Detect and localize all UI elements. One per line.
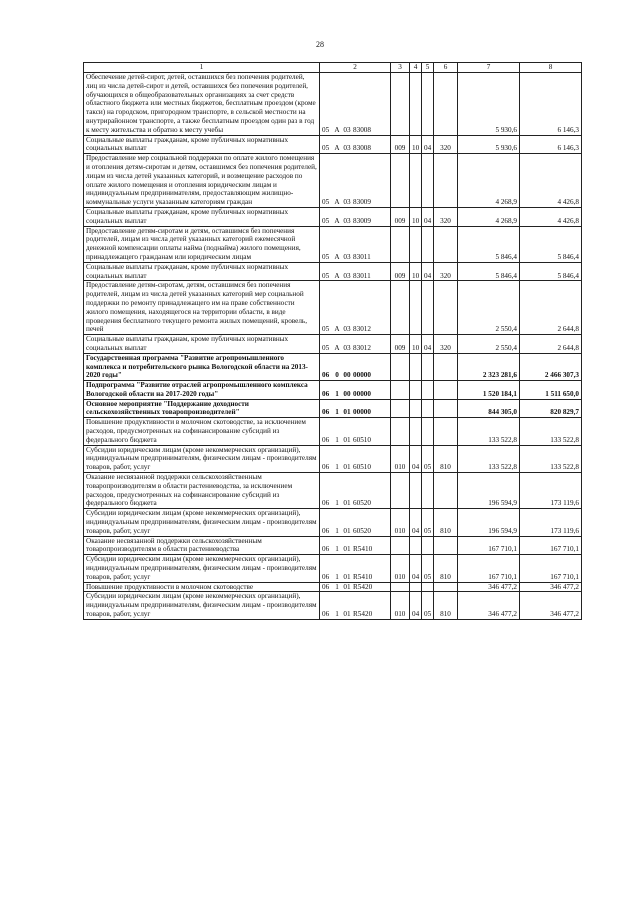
code-part: 03 (343, 343, 351, 352)
code-part: 01 (343, 582, 351, 591)
table-row (84, 335, 582, 354)
row-target-code (320, 592, 391, 619)
row-name: Субсидии юридическим лицам (кроме некоммерческих организаций), индивидуальным предпринимателям, физическим лицам - производителям товаров, работ, услуг (84, 592, 320, 619)
code-part: 05 (322, 325, 330, 334)
code-part: 83009 (353, 198, 371, 207)
row-amount-2020: 6 146,3 (520, 73, 582, 136)
budget-table (83, 62, 582, 620)
row-target-code (320, 418, 391, 445)
code-part: 05 (322, 271, 330, 280)
row-subsection: 04 (422, 262, 434, 281)
row-expense-type: 320 (434, 335, 458, 354)
table-row (84, 154, 582, 208)
row-target-code (320, 73, 391, 136)
row-section: 10 (410, 207, 422, 226)
row-admin-code (391, 418, 410, 445)
code-part: 1 (335, 526, 339, 535)
row-amount-2019: 196 594,9 (458, 509, 520, 536)
row-amount-2020: 173 119,6 (520, 473, 582, 509)
code-part: А (334, 343, 340, 352)
row-admin-code: 010 (391, 592, 410, 619)
row-expense-type (434, 73, 458, 136)
row-amount-2020: 133 522,8 (520, 418, 582, 445)
code-part: 06 (322, 463, 330, 472)
header-cell: 5 (422, 63, 434, 73)
row-name: Социальные выплаты гражданам, кроме публичных нормативных социальных выплат (84, 335, 320, 354)
code-part: 83008 (353, 125, 371, 134)
code-part: 83009 (353, 216, 371, 225)
row-amount-2020: 820 829,7 (520, 399, 582, 418)
row-subsection (422, 536, 434, 555)
row-subsection (422, 73, 434, 136)
code-part: 03 (343, 144, 351, 153)
code-part: 83012 (353, 325, 371, 334)
code-part: 1 (335, 499, 339, 508)
row-amount-2020: 133 522,8 (520, 445, 582, 472)
code-part: А (334, 144, 340, 153)
row-subsection (422, 418, 434, 445)
header-cell: 6 (434, 63, 458, 73)
code-part: 05 (322, 125, 330, 134)
code-part: 01 (343, 610, 351, 619)
row-admin-code (391, 353, 410, 380)
row-amount-2020: 4 426,8 (520, 207, 582, 226)
code-part: R5410 (353, 572, 373, 581)
code-part: 01 (343, 526, 351, 535)
code-part: 05 (322, 216, 330, 225)
code-part: 03 (343, 252, 351, 261)
row-amount-2020: 167 710,1 (520, 555, 582, 582)
row-target-code (320, 582, 391, 592)
code-part: 1 (335, 582, 339, 591)
row-amount-2019: 2 550,4 (458, 281, 520, 335)
code-part: 05 (322, 144, 330, 153)
row-admin-code: 010 (391, 555, 410, 582)
header-cell: 3 (391, 63, 410, 73)
row-expense-type: 810 (434, 592, 458, 619)
row-target-code (320, 473, 391, 509)
code-part: А (334, 325, 340, 334)
row-target-code (320, 381, 391, 400)
table-header-row (84, 63, 582, 73)
code-part: 01 (343, 545, 351, 554)
row-target-code (320, 154, 391, 208)
row-amount-2019: 4 268,9 (458, 154, 520, 208)
code-part: 00000 (353, 371, 371, 380)
row-subsection: 04 (422, 335, 434, 354)
row-expense-type (434, 226, 458, 262)
row-section: 04 (410, 592, 422, 619)
row-amount-2019: 5 930,6 (458, 135, 520, 154)
row-amount-2019: 167 710,1 (458, 555, 520, 582)
row-admin-code (391, 381, 410, 400)
row-name: Оказание несвязанной поддержки сельскохозяйственным товаропроизводителям в области растениеводства (84, 536, 320, 555)
row-target-code (320, 536, 391, 555)
row-target-code (320, 335, 391, 354)
row-name: Подпрограмма "Развитие отраслей агропромышленного комплекса Вологодской области на 2017-2020 годы" (84, 381, 320, 400)
table-row (84, 509, 582, 536)
code-part: А (334, 125, 340, 134)
row-target-code (320, 207, 391, 226)
table-row (84, 73, 582, 136)
row-target-code (320, 555, 391, 582)
code-part: 05 (322, 252, 330, 261)
row-subsection (422, 381, 434, 400)
code-part: 06 (322, 389, 330, 398)
code-part: R5420 (353, 610, 373, 619)
code-part: 06 (322, 526, 330, 535)
code-part: 03 (343, 125, 351, 134)
row-expense-type (434, 399, 458, 418)
row-admin-code (391, 73, 410, 136)
code-part: 06 (322, 572, 330, 581)
row-amount-2020: 167 710,1 (520, 536, 582, 555)
row-amount-2020: 2 466 307,3 (520, 353, 582, 380)
row-subsection: 05 (422, 445, 434, 472)
code-part: А (334, 198, 340, 207)
row-section (410, 473, 422, 509)
row-section (410, 582, 422, 592)
row-target-code (320, 135, 391, 154)
row-expense-type (434, 473, 458, 509)
row-section (410, 154, 422, 208)
table-row (84, 582, 582, 592)
page-number: 28 (316, 40, 324, 49)
code-part: 00 (343, 389, 351, 398)
row-amount-2020: 1 511 650,0 (520, 381, 582, 400)
row-target-code (320, 262, 391, 281)
code-part: 01 (343, 499, 351, 508)
row-expense-type (434, 536, 458, 555)
table-row (84, 135, 582, 154)
row-name: Повышение продуктивности в молочном скотоводстве, за исключением расходов, предусмотренных на софинансирование субсидий из федерального бюджета (84, 418, 320, 445)
row-amount-2019: 844 305,0 (458, 399, 520, 418)
row-name: Социальные выплаты гражданам, кроме публичных нормативных социальных выплат (84, 135, 320, 154)
row-target-code (320, 226, 391, 262)
row-section (410, 226, 422, 262)
row-target-code (320, 509, 391, 536)
code-part: 05 (322, 343, 330, 352)
row-name: Социальные выплаты гражданам, кроме публичных нормативных социальных выплат (84, 207, 320, 226)
row-section: 10 (410, 335, 422, 354)
row-name: Субсидии юридическим лицам (кроме некоммерческих организаций), индивидуальным предпринимателям, физическим лицам - производителям товаров, работ, услуг (84, 445, 320, 472)
row-section (410, 536, 422, 555)
row-expense-type: 810 (434, 555, 458, 582)
table-row (84, 399, 582, 418)
row-section (410, 73, 422, 136)
row-amount-2020: 5 846,4 (520, 226, 582, 262)
row-name: Субсидии юридическим лицам (кроме некоммерческих организаций), индивидуальным предпринимателям, физическим лицам - производителям товаров, работ, услуг (84, 555, 320, 582)
row-admin-code (391, 154, 410, 208)
row-name: Обеспечение детей-сирот, детей, оставшихся без попечения родителей, лиц из числа детей-сирот и детей, оставшихся без попечения родителей, обучающихся в общеобразовательных организациях за счет средств областного бюджета или местных бюджетов, бесплатным проездом (кроме такси) на городском, пригородном транспорте, в сельской местности на внутрирайонном транспорте, а также бесплатным проездом один раз в год к месту жительства и обратно к месту учебы (84, 73, 320, 136)
row-admin-code (391, 536, 410, 555)
row-section (410, 381, 422, 400)
row-admin-code (391, 281, 410, 335)
code-part: 06 (322, 371, 330, 380)
table-row (84, 418, 582, 445)
code-part: 83008 (353, 144, 371, 153)
code-part: 06 (322, 610, 330, 619)
row-subsection (422, 473, 434, 509)
row-admin-code: 009 (391, 207, 410, 226)
row-amount-2019: 133 522,8 (458, 418, 520, 445)
code-part: 60510 (353, 435, 371, 444)
code-part: 01 (343, 572, 351, 581)
row-amount-2020: 173 119,6 (520, 509, 582, 536)
row-admin-code: 009 (391, 262, 410, 281)
code-part: А (334, 252, 340, 261)
code-part: 60520 (353, 526, 371, 535)
row-name: Государственная программа "Развитие агропромышленного комплекса и потребительского рынка Вологодской области на 2013-2020 годы" (84, 353, 320, 380)
row-expense-type (434, 281, 458, 335)
row-admin-code: 010 (391, 509, 410, 536)
row-expense-type: 810 (434, 445, 458, 472)
row-admin-code (391, 399, 410, 418)
row-expense-type: 320 (434, 262, 458, 281)
row-amount-2019: 133 522,8 (458, 445, 520, 472)
row-subsection: 04 (422, 135, 434, 154)
code-part: 0 (335, 371, 339, 380)
code-part: 03 (343, 271, 351, 280)
row-expense-type (434, 154, 458, 208)
table-row (84, 555, 582, 582)
row-amount-2019: 346 477,2 (458, 592, 520, 619)
row-subsection (422, 399, 434, 418)
row-subsection: 05 (422, 555, 434, 582)
row-amount-2019: 2 550,4 (458, 335, 520, 354)
row-amount-2020: 346 477,2 (520, 582, 582, 592)
row-amount-2019: 346 477,2 (458, 582, 520, 592)
table-row (84, 536, 582, 555)
code-part: 00000 (353, 408, 371, 417)
row-target-code (320, 399, 391, 418)
row-name: Оказание несвязанной поддержки сельскохозяйственным товаропроизводителям в области растениеводства, за исключением расходов, предусмотренных на софинансирование субсидий из федерального бюджета (84, 473, 320, 509)
code-part: 03 (343, 216, 351, 225)
row-expense-type (434, 582, 458, 592)
header-cell: 7 (458, 63, 520, 73)
row-amount-2020: 5 846,4 (520, 262, 582, 281)
row-admin-code (391, 582, 410, 592)
row-expense-type (434, 353, 458, 380)
code-part: 06 (322, 582, 330, 591)
row-amount-2020: 2 644,8 (520, 281, 582, 335)
header-cell: 2 (320, 63, 391, 73)
row-subsection: 05 (422, 509, 434, 536)
table-row (84, 226, 582, 262)
row-name: Предоставление детям-сиротам и детям, оставшимся без попечения родителей, лицам из числа детей указанных категорий ежемесячной денежной компенсации оплаты найма (поднайма) жилого помещения, принадлежащего гражданам или юридическим лицам (84, 226, 320, 262)
table-row (84, 281, 582, 335)
table-row (84, 592, 582, 619)
row-amount-2019: 4 268,9 (458, 207, 520, 226)
table-row (84, 381, 582, 400)
row-section (410, 399, 422, 418)
table-row (84, 445, 582, 472)
row-name: Субсидии юридическим лицам (кроме некоммерческих организаций), индивидуальным предпринимателям, физическим лицам - производителям товаров, работ, услуг (84, 509, 320, 536)
row-admin-code: 010 (391, 445, 410, 472)
row-target-code (320, 281, 391, 335)
row-amount-2019: 5 846,4 (458, 226, 520, 262)
code-part: 1 (335, 545, 339, 554)
row-amount-2019: 196 594,9 (458, 473, 520, 509)
row-amount-2019: 1 520 184,1 (458, 381, 520, 400)
row-name: Повышение продуктивности в молочном скотоводстве (84, 582, 320, 592)
code-part: 00000 (353, 389, 371, 398)
row-amount-2019: 5 930,6 (458, 73, 520, 136)
row-expense-type: 810 (434, 509, 458, 536)
header-cell: 4 (410, 63, 422, 73)
row-admin-code: 009 (391, 135, 410, 154)
row-target-code (320, 445, 391, 472)
row-name: Социальные выплаты гражданам, кроме публичных нормативных социальных выплат (84, 262, 320, 281)
row-section: 04 (410, 555, 422, 582)
row-admin-code (391, 473, 410, 509)
row-amount-2019: 167 710,1 (458, 536, 520, 555)
row-subsection: 05 (422, 592, 434, 619)
code-part: 06 (322, 499, 330, 508)
row-section (410, 281, 422, 335)
row-section (410, 418, 422, 445)
code-part: 06 (322, 545, 330, 554)
header-cell: 8 (520, 63, 582, 73)
code-part: А (334, 271, 340, 280)
row-section: 10 (410, 262, 422, 281)
row-amount-2020: 346 477,2 (520, 592, 582, 619)
code-part: 01 (343, 408, 351, 417)
code-part: 1 (335, 463, 339, 472)
row-expense-type: 320 (434, 207, 458, 226)
code-part: 03 (343, 325, 351, 334)
row-amount-2019: 2 323 281,6 (458, 353, 520, 380)
code-part: R5410 (353, 545, 373, 554)
table-row (84, 353, 582, 380)
row-section: 10 (410, 135, 422, 154)
row-target-code (320, 353, 391, 380)
code-part: 1 (335, 408, 339, 417)
code-part: 1 (335, 572, 339, 581)
table-row (84, 262, 582, 281)
row-subsection (422, 353, 434, 380)
code-part: 01 (343, 463, 351, 472)
row-amount-2020: 2 644,8 (520, 335, 582, 354)
row-name: Предоставление мер социальной поддержки по оплате жилого помещения и отопления детям-сиротам и детям, оставшимся без попечения родителей, лицам из числа детей указанных категорий, и возмещение расходов по оплате жилого помещения и отопления юридическим лицам и индивидуальным предпринимателям, предоставляющим жилищно-коммунальные услуги указанным категориям граждан (84, 154, 320, 208)
row-section: 04 (410, 509, 422, 536)
row-amount-2020: 4 426,8 (520, 154, 582, 208)
code-part: 60510 (353, 463, 371, 472)
code-part: 1 (335, 610, 339, 619)
table-row (84, 473, 582, 509)
code-part: 01 (343, 435, 351, 444)
code-part: А (334, 216, 340, 225)
code-part: 00 (343, 371, 351, 380)
code-part: 06 (322, 435, 330, 444)
row-section: 04 (410, 445, 422, 472)
code-part: R5420 (353, 582, 373, 591)
row-subsection: 04 (422, 207, 434, 226)
code-part: 83012 (353, 343, 371, 352)
row-subsection (422, 281, 434, 335)
code-part: 1 (335, 435, 339, 444)
row-name: Основное мероприятие "Поддержание доходности сельскохозяйственных товаропроизводителей" (84, 399, 320, 418)
row-amount-2020: 6 146,3 (520, 135, 582, 154)
row-section (410, 353, 422, 380)
code-part: 03 (343, 198, 351, 207)
header-cell: 1 (84, 63, 320, 73)
row-expense-type: 320 (434, 135, 458, 154)
row-subsection (422, 226, 434, 262)
row-admin-code (391, 226, 410, 262)
code-part: 83011 (353, 252, 371, 261)
code-part: 83011 (353, 271, 371, 280)
table-row (84, 207, 582, 226)
row-admin-code: 009 (391, 335, 410, 354)
row-amount-2019: 5 846,4 (458, 262, 520, 281)
row-subsection (422, 154, 434, 208)
row-name: Предоставление детям-сиротам, детям, оставшимся без попечения родителей, лицам из числа детей указанных категорий мер социальной поддержки по ремонту принадлежащего им на праве собственности жилого помещения, находящегося на территории области, в виде проведения бесплатного текущего ремонта жилых помещений, кровель, печей (84, 281, 320, 335)
code-part: 1 (335, 389, 339, 398)
code-part: 06 (322, 408, 330, 417)
code-part: 60520 (353, 499, 371, 508)
code-part: 05 (322, 198, 330, 207)
row-expense-type (434, 418, 458, 445)
row-expense-type (434, 381, 458, 400)
row-subsection (422, 582, 434, 592)
